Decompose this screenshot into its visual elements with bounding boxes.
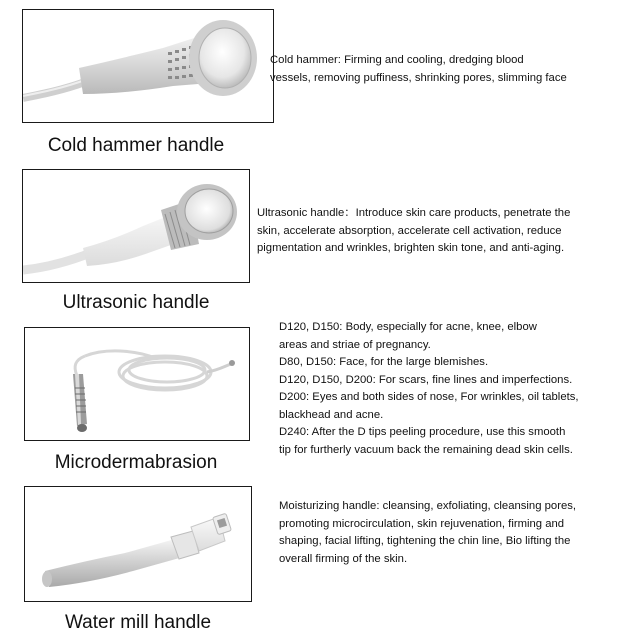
- product-image-frame-cold-hammer: [22, 9, 274, 123]
- description-line: shaping, facial lifting, tightening the chin line, Bio lifting the: [279, 535, 571, 547]
- ultrasonic-handle-photo: [23, 170, 250, 283]
- product-caption: Ultrasonic handle: [62, 292, 210, 313]
- description-line: skin, accelerate absorption, accelerate cell activation, reduce: [257, 224, 562, 237]
- description-line: vessels, removing puffiness, shrinking pores, slimming face: [270, 71, 567, 84]
- description-line: promoting microcirculation, skin rejuvenation, firming and: [279, 517, 565, 530]
- product-image-frame-water-mill: [24, 486, 252, 602]
- description-line: D80, D150: Face, for the large blemishes.: [279, 356, 489, 368]
- water-mill-handle-photo: [25, 487, 252, 602]
- product-caption: Water mill handle: [64, 612, 212, 633]
- description-line: D200: Eyes and both sides of nose, For wrinkles, oil tablets,: [279, 391, 579, 403]
- product-description: [279, 319, 579, 459]
- product-image-frame-microdermabrasion: [24, 327, 250, 441]
- description-line: pigmentation and wrinkles, brighten skin tone, and anti-aging.: [257, 242, 565, 254]
- description-line: blackhead and acne.: [279, 408, 384, 421]
- description-line: areas and striae of pregnancy.: [279, 338, 431, 351]
- microdermabrasion-handle-photo: [25, 328, 250, 441]
- product-caption: Cold hammer handle: [47, 135, 225, 156]
- product-image-frame-ultrasonic: [22, 169, 250, 283]
- description-line: Cold hammer: Firming and cooling, dredging blood: [270, 54, 524, 66]
- description-line: Ultrasonic handle：Introduce skin care products, penetrate the: [257, 207, 571, 219]
- description-line: tip for furtherly vacuum back the remaining dead skin cells.: [279, 443, 573, 456]
- description-line: D120, D150, D200: For scars, fine lines and imperfections.: [279, 373, 573, 386]
- product-description: [279, 498, 576, 568]
- description-line: D240: After the D tips peeling procedure, use this smooth: [279, 426, 566, 438]
- description-line: overall firming of the skin.: [279, 552, 408, 565]
- product-caption: Microdermabrasion: [54, 452, 218, 473]
- cold-hammer-handle-photo: [23, 10, 274, 123]
- description-line: D120, D150: Body, especially for acne, knee, elbow: [279, 321, 537, 333]
- product-description: [257, 205, 570, 258]
- product-description: [270, 52, 567, 87]
- description-line: Moisturizing handle: cleansing, exfoliating, cleansing pores,: [279, 500, 577, 512]
